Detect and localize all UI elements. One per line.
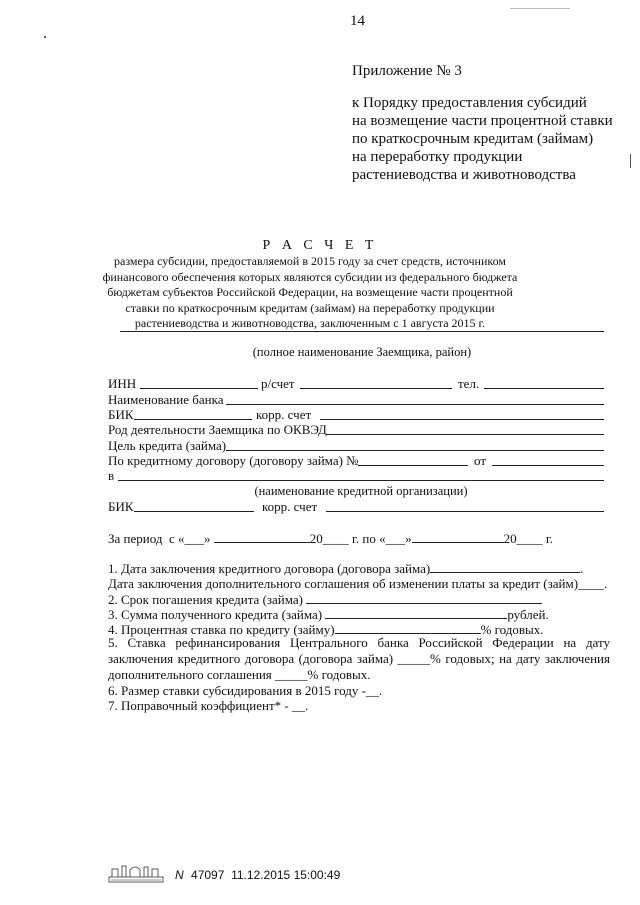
bik2-label: БИК bbox=[108, 499, 134, 514]
bik2-field[interactable] bbox=[134, 511, 254, 512]
period-row bbox=[108, 531, 553, 546]
account-label: р/счет bbox=[261, 376, 295, 391]
credit-org-caption: (наименование кредитной организации) bbox=[254, 484, 468, 498]
item-1-label: 1. Дата заключения кредитного договора (договора займа) bbox=[108, 561, 431, 576]
appendix-title: Приложение № 3 bbox=[352, 63, 462, 79]
item-5: 5. Ставка рефинансирования Центрального банка Российской Федерации на дату заключения кредитного договора (договора займа) _____% годовых; на дату заключения дополнительного соглашения _____% годовых. bbox=[108, 635, 610, 682]
okved-field[interactable] bbox=[326, 434, 604, 435]
item-4-unit: % годовых. bbox=[480, 622, 544, 637]
footer-datetime: 11.12.2015 15:00:49 bbox=[231, 868, 341, 882]
corr-account-label: корр. счет bbox=[256, 407, 312, 422]
period-end-month-field[interactable] bbox=[412, 531, 504, 543]
item-3-label: 3. Сумма полученного кредита (займа) bbox=[108, 607, 323, 622]
item-6: 6. Размер ставки субсидирования в 2015 году -__. bbox=[108, 683, 383, 698]
appendix-line: на возмещение части процентной ставки bbox=[352, 113, 613, 129]
period-start-month-field[interactable] bbox=[214, 531, 310, 543]
contract-label: По кредитному договору (договору займа) № bbox=[108, 453, 359, 468]
item-3-unit: рублей. bbox=[507, 607, 549, 622]
phone-label: тел. bbox=[458, 376, 480, 391]
borrower-caption: (полное наименование Заемщика, район) bbox=[252, 345, 472, 359]
scan-speck bbox=[510, 8, 570, 9]
footer-number-prefix: N bbox=[175, 868, 184, 882]
footer-registration bbox=[175, 868, 340, 883]
corr-account-field[interactable] bbox=[320, 419, 604, 420]
inn-label: ИНН bbox=[108, 376, 137, 391]
document-title: Р А С Ч Е Т bbox=[262, 238, 378, 253]
appendix-line: растениеводства и животноводства bbox=[352, 167, 576, 183]
appendix-line: по краткосрочным кредитам (займам) bbox=[352, 131, 594, 147]
period-from[interactable]: с «___» bbox=[168, 531, 211, 546]
borrower-name-line[interactable] bbox=[120, 331, 604, 332]
period-year1[interactable]: 20____ г. по «___» bbox=[309, 531, 412, 546]
footer-number: 47097 bbox=[191, 868, 225, 882]
appendix-line: к Порядку предоставления субсидий bbox=[352, 95, 587, 111]
item-7: 7. Поправочный коэффициент* - __. bbox=[108, 698, 309, 713]
bik-field[interactable] bbox=[134, 419, 252, 420]
phone-field[interactable] bbox=[484, 388, 604, 389]
credit-org-prefix: в bbox=[108, 468, 115, 483]
scan-speck bbox=[630, 154, 631, 168]
contract-date-input[interactable] bbox=[430, 561, 580, 573]
appendix-header bbox=[352, 62, 613, 184]
contract-date-field[interactable] bbox=[492, 465, 604, 466]
item-3 bbox=[108, 607, 549, 622]
account-field[interactable] bbox=[300, 388, 452, 389]
corr-account2-label: корр. счет bbox=[262, 499, 318, 514]
bik-label: БИК bbox=[108, 407, 134, 422]
inn-field[interactable] bbox=[140, 388, 258, 389]
corr-account2-field[interactable] bbox=[326, 511, 604, 512]
bank-name-label: Наименование банка bbox=[108, 392, 224, 407]
document-intro: размера субсидии, предоставляемой в 2015 году за счет средств, источником финансового обеспечения которых являются субсидии из федерального бюджета бюджетам субъектов Российской Федерации, на возмещение части процентной ставки по краткосрочным кредитам (займам) на переработку продукции растениеводства и животноводства, заключенным с 1 августа 2015 г. bbox=[102, 254, 518, 330]
repayment-term-input[interactable] bbox=[306, 592, 542, 604]
item-1-additional: Дата заключения дополнительного соглашения об изменении платы за кредит (займ)____. bbox=[108, 576, 608, 591]
item-2 bbox=[108, 592, 542, 607]
bank-name-field[interactable] bbox=[226, 404, 604, 405]
item-2-label: 2. Срок погашения кредита (займа) bbox=[108, 592, 303, 607]
appendix-line: на переработку продукции bbox=[352, 149, 523, 165]
period-label: За период bbox=[108, 531, 163, 546]
credit-org-field[interactable] bbox=[118, 480, 604, 481]
item-1: 1. Дата заключения кредитного договора (договора займа) . bbox=[108, 561, 584, 576]
contract-from-label: от bbox=[474, 453, 487, 468]
loan-amount-input[interactable] bbox=[325, 607, 507, 619]
interest-rate-input[interactable] bbox=[335, 622, 481, 634]
period-year2[interactable]: 20____ г. bbox=[503, 531, 553, 546]
purpose-field[interactable] bbox=[226, 450, 604, 451]
scan-speck bbox=[44, 36, 46, 38]
okved-label: Род деятельности Заемщика по ОКВЭД bbox=[108, 422, 327, 437]
contract-number-field[interactable] bbox=[358, 465, 468, 466]
page-number: 14 bbox=[350, 13, 365, 29]
purpose-label: Цель кредита (займа) bbox=[108, 438, 227, 453]
item-4-label: 4. Процентная ставка по кредиту (займу) bbox=[108, 622, 335, 637]
registry-stamp-icon bbox=[108, 860, 164, 884]
